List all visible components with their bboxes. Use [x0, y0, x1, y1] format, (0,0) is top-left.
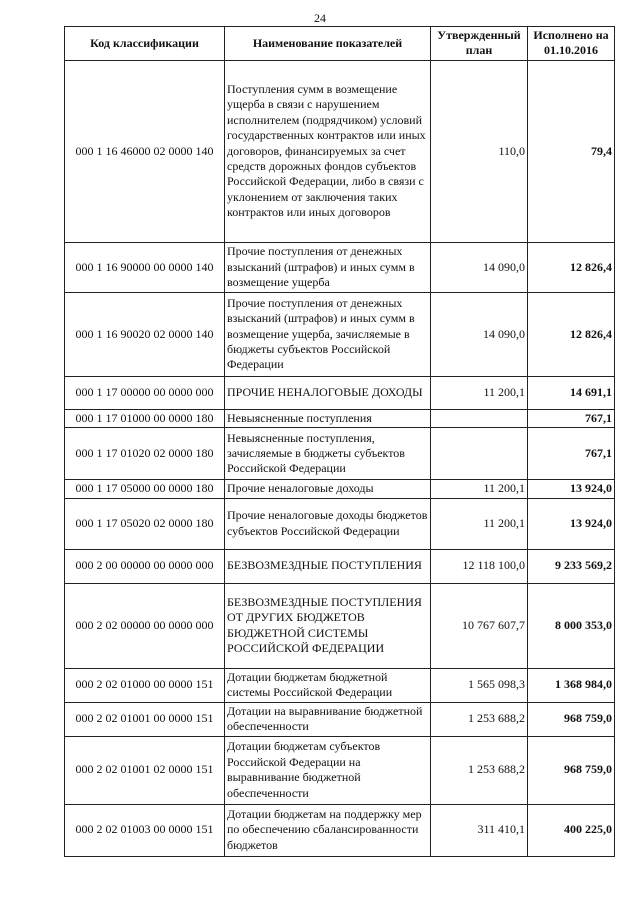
- row-plan: [431, 409, 528, 427]
- row-code: 000 2 02 00000 00 0000 000: [65, 583, 225, 668]
- page-number: 24: [314, 11, 326, 25]
- table-row: [65, 668, 615, 702]
- header-name: Наименование показателей: [225, 27, 431, 61]
- row-name: Дотации бюджетам на поддержку мер по обеспечению сбалансированности бюджетов: [225, 804, 431, 856]
- header-plan: Утвержденный план: [431, 27, 528, 61]
- row-done: 14 691,1: [528, 376, 615, 409]
- row-done: 968 759,0: [528, 736, 615, 804]
- row-code: 000 1 17 05000 00 0000 180: [65, 480, 225, 498]
- row-name: Прочие неналоговые доходы бюджетов субъектов Российской Федерации: [225, 498, 431, 549]
- row-name: БЕЗВОЗМЕЗДНЫЕ ПОСТУПЛЕНИЯ ОТ ДРУГИХ БЮДЖЕТОВ БЮДЖЕТНОЙ СИСТЕМЫ РОССИЙСКОЙ ФЕДЕРАЦИИ: [225, 583, 431, 668]
- row-done: 968 759,0: [528, 702, 615, 736]
- row-done: 13 924,0: [528, 498, 615, 549]
- row-code: 000 1 17 00000 00 0000 000: [65, 376, 225, 409]
- table-row: [65, 428, 615, 480]
- row-name: ПРОЧИЕ НЕНАЛОГОВЫЕ ДОХОДЫ: [225, 376, 431, 409]
- row-plan: 10 767 607,7: [431, 583, 528, 668]
- row-code: 000 1 17 01000 00 0000 180: [65, 409, 225, 427]
- row-done: 79,4: [528, 60, 615, 242]
- row-name: Прочие неналоговые доходы: [225, 480, 431, 498]
- row-plan: 14 090,0: [431, 292, 528, 376]
- row-done: 9 233 569,2: [528, 549, 615, 583]
- row-plan: 12 118 100,0: [431, 549, 528, 583]
- table-row: [65, 549, 615, 583]
- row-plan: 1 253 688,2: [431, 702, 528, 736]
- table-row: [65, 498, 615, 549]
- row-done: 767,1: [528, 409, 615, 427]
- row-done: 13 924,0: [528, 480, 615, 498]
- row-plan: 11 200,1: [431, 376, 528, 409]
- row-plan: 110,0: [431, 60, 528, 242]
- table-row: [65, 60, 615, 242]
- row-plan: 1 565 098,3: [431, 668, 528, 702]
- table-row: [65, 804, 615, 856]
- row-plan: 1 253 688,2: [431, 736, 528, 804]
- table-row: [65, 583, 615, 668]
- row-name: Невыясненные поступления, зачисляемые в бюджеты субъектов Российской Федерации: [225, 428, 431, 480]
- row-name: Невыясненные поступления: [225, 409, 431, 427]
- row-plan: 14 090,0: [431, 242, 528, 292]
- row-code: 000 2 02 01000 00 0000 151: [65, 668, 225, 702]
- row-code: 000 2 00 00000 00 0000 000: [65, 549, 225, 583]
- table-row: [65, 292, 615, 376]
- row-done: 12 826,4: [528, 292, 615, 376]
- row-code: 000 1 16 90000 00 0000 140: [65, 242, 225, 292]
- table-row: [65, 409, 615, 427]
- header-code: Код классификации: [65, 27, 225, 61]
- table-row: [65, 702, 615, 736]
- row-name: Поступления сумм в возмещение ущерба в связи с нарушением исполнителем (подрядчиком) условий государственных контрактов или иных договоров, финансируемых за счет средств дорожных фондов субъектов Российской Федерации, либо в связи с уклонением от заключения таких контрактов или иных договоров: [225, 60, 431, 242]
- row-done: 767,1: [528, 428, 615, 480]
- table-header-row: [65, 27, 615, 61]
- table-row: [65, 736, 615, 804]
- row-done: 8 000 353,0: [528, 583, 615, 668]
- row-plan: [431, 428, 528, 480]
- table-row: [65, 242, 615, 292]
- row-code: 000 1 16 90020 02 0000 140: [65, 292, 225, 376]
- row-name: БЕЗВОЗМЕЗДНЫЕ ПОСТУПЛЕНИЯ: [225, 549, 431, 583]
- table-row: [65, 480, 615, 498]
- row-code: 000 2 02 01001 02 0000 151: [65, 736, 225, 804]
- row-name: Дотации на выравнивание бюджетной обеспеченности: [225, 702, 431, 736]
- row-code: 000 1 16 46000 02 0000 140: [65, 60, 225, 242]
- row-name: Прочие поступления от денежных взысканий (штрафов) и иных сумм в возмещение ущерба: [225, 242, 431, 292]
- row-code: 000 2 02 01001 00 0000 151: [65, 702, 225, 736]
- row-plan: 11 200,1: [431, 498, 528, 549]
- header-done: Исполнено на 01.10.2016: [528, 27, 615, 61]
- row-name: Прочие поступления от денежных взысканий (штрафов) и иных сумм в возмещение ущерба, зачисляемые в бюджеты субъектов Российской Федерации: [225, 292, 431, 376]
- revenue-table: [64, 26, 615, 857]
- row-name: Дотации бюджетам субъектов Российской Федерации на выравнивание бюджетной обеспеченности: [225, 736, 431, 804]
- row-done: 400 225,0: [528, 804, 615, 856]
- row-done: 12 826,4: [528, 242, 615, 292]
- row-code: 000 1 17 05020 02 0000 180: [65, 498, 225, 549]
- row-plan: 11 200,1: [431, 480, 528, 498]
- row-plan: 311 410,1: [431, 804, 528, 856]
- table-row: [65, 376, 615, 409]
- row-done: 1 368 984,0: [528, 668, 615, 702]
- row-code: 000 1 17 01020 02 0000 180: [65, 428, 225, 480]
- row-name: Дотации бюджетам бюджетной системы Российской Федерации: [225, 668, 431, 702]
- row-code: 000 2 02 01003 00 0000 151: [65, 804, 225, 856]
